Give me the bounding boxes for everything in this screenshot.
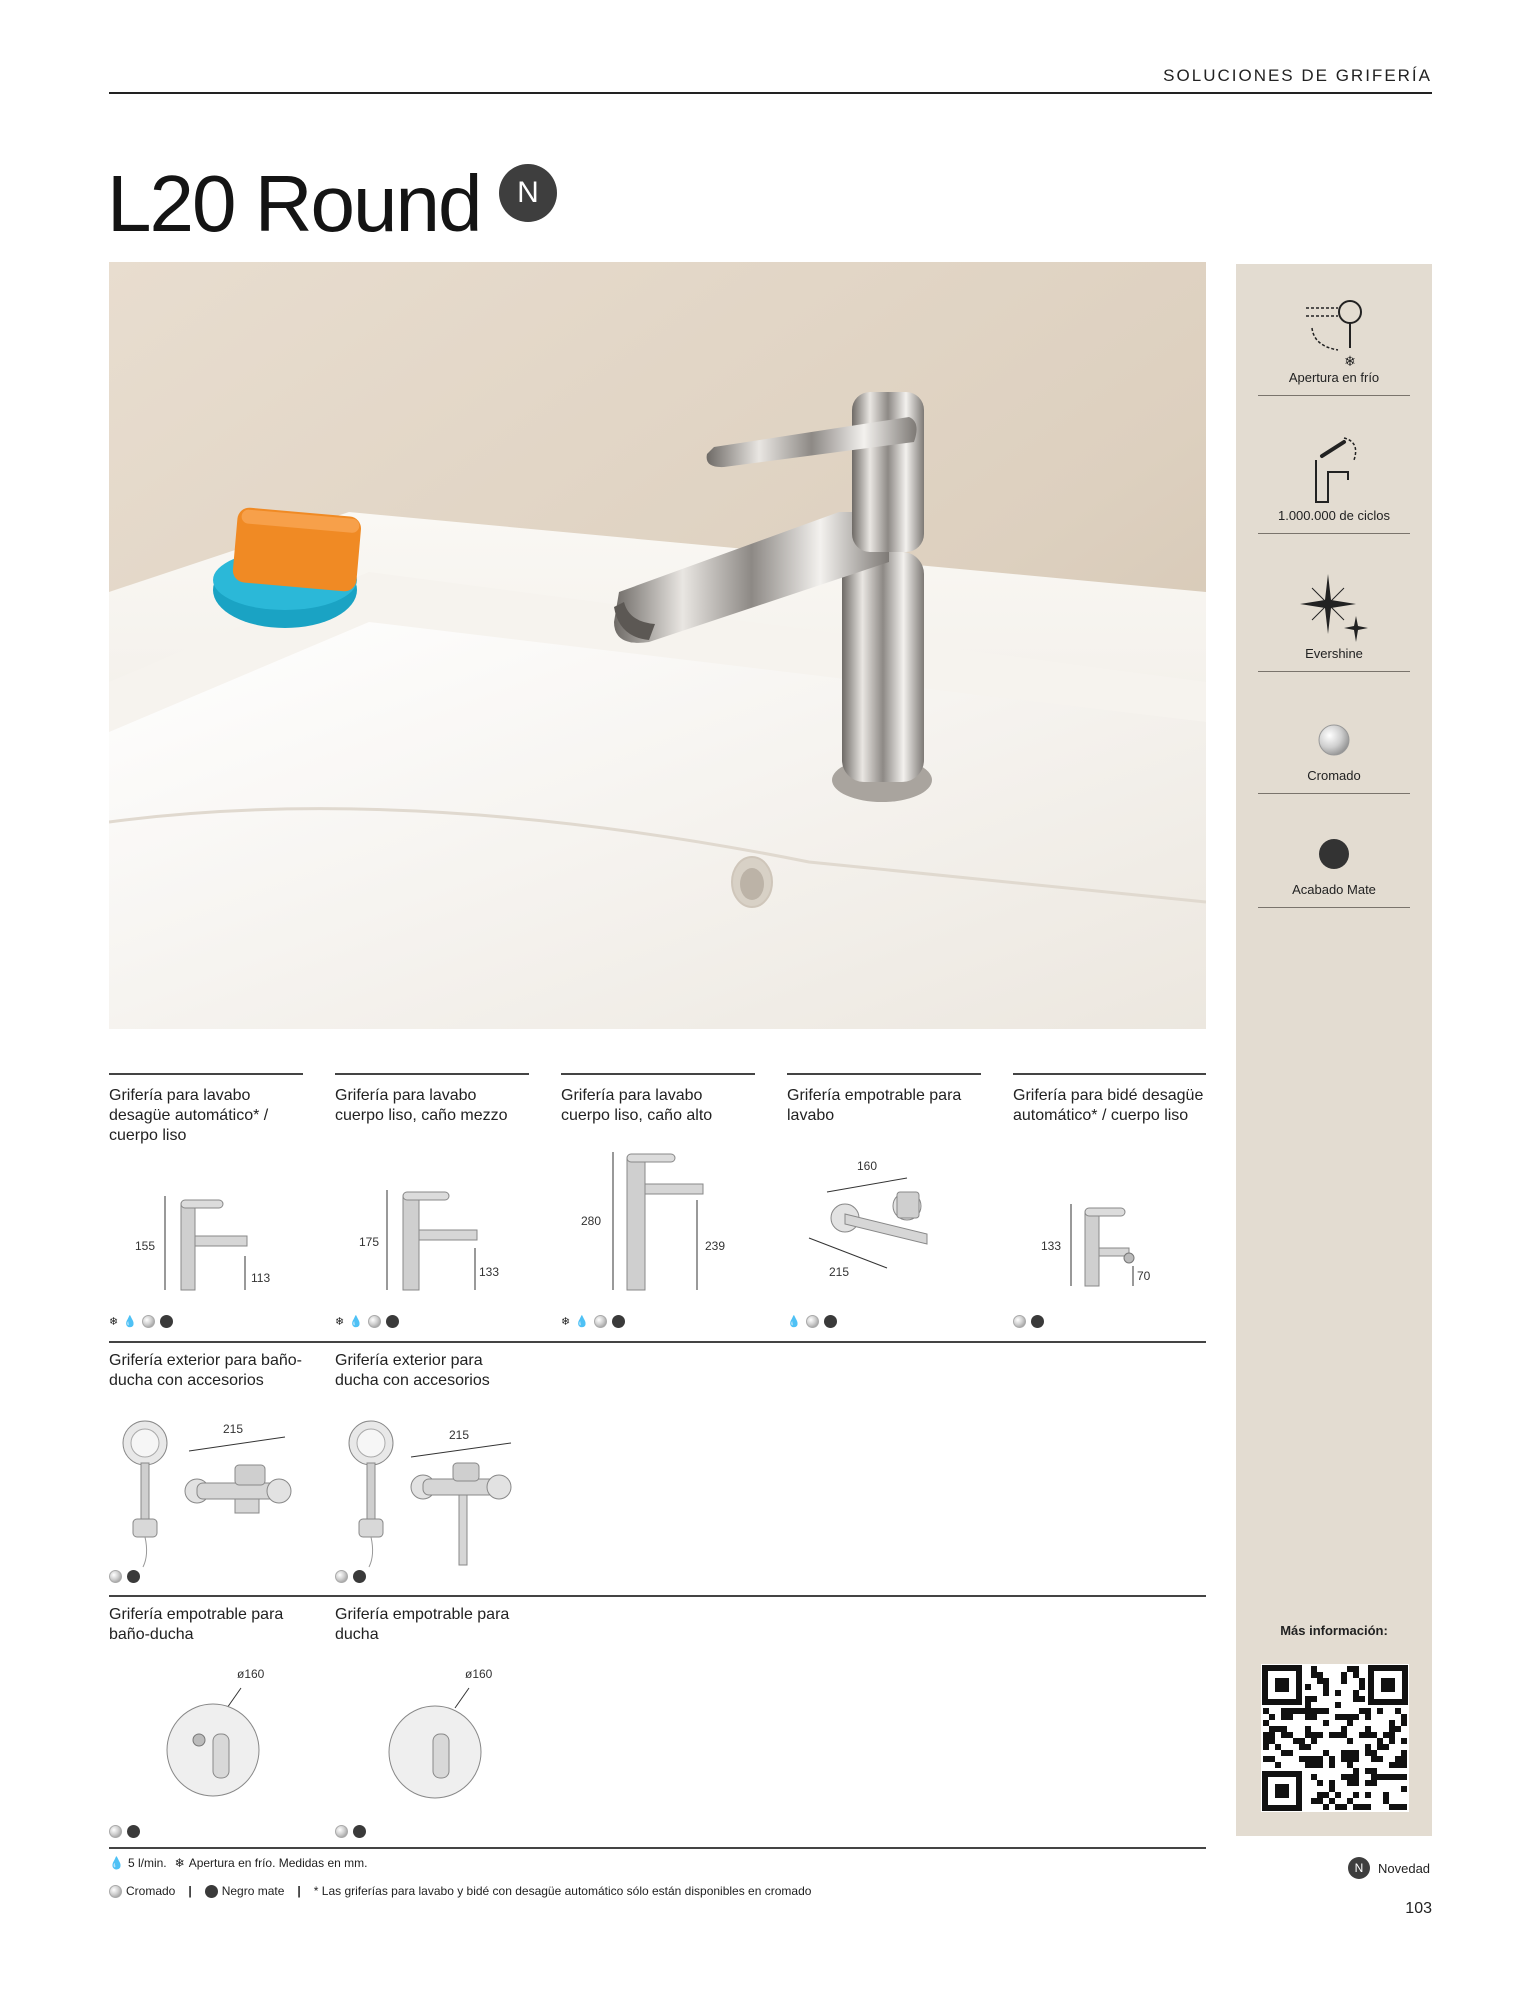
water-drop-icon: 💧: [575, 1316, 589, 1328]
product-rule: [109, 1073, 303, 1075]
product-name: Grifería para lavabo desagüe automático* / cuerpo liso: [109, 1087, 269, 1144]
product-name: Grifería para lavabo cuerpo liso, caño mezzo: [335, 1087, 508, 1124]
qr-cell: [1335, 1690, 1341, 1696]
qr-cell: [1263, 1756, 1269, 1762]
qr-cell: [1371, 1780, 1377, 1786]
qr-cell: [1353, 1750, 1359, 1756]
chrome-swatch: [806, 1315, 819, 1328]
qr-cell: [1371, 1750, 1377, 1756]
qr-cell: [1347, 1720, 1353, 1726]
qr-cell: [1347, 1780, 1353, 1786]
product-badges: [335, 1825, 366, 1838]
qr-cell: [1305, 1696, 1311, 1702]
qr-cell: [1359, 1708, 1365, 1714]
qr-cell: [1323, 1684, 1329, 1690]
novedad-text: Novedad: [1378, 1860, 1431, 1876]
chrome-swatch: [335, 1825, 348, 1838]
qr-cell: [1341, 1714, 1347, 1720]
qr-cell: [1383, 1792, 1389, 1798]
product-name: Grifería para bidé desagüe automático* / cuerpo liso: [1013, 1087, 1204, 1124]
qr-cell: [1287, 1708, 1293, 1714]
feature-cold-start: [1258, 294, 1410, 396]
chrome-text: Cromado: [126, 1884, 176, 1898]
qr-cell: [1317, 1798, 1323, 1804]
qr-cell: [1281, 1726, 1287, 1732]
shower-plate-drawing: [335, 1660, 535, 1820]
qr-cell: [1365, 1792, 1371, 1798]
qr-cell: [1383, 1732, 1389, 1738]
novedad-legend: [1348, 1857, 1430, 1879]
qr-cell: [1335, 1714, 1341, 1720]
qr-cell: [1293, 1738, 1299, 1744]
chrome-swatch: [335, 1570, 348, 1583]
qr-cell: [1311, 1798, 1317, 1804]
qr-cell: [1353, 1804, 1359, 1810]
qr-cell: [1347, 1750, 1353, 1756]
cold-start-icon: ❄: [335, 1316, 345, 1328]
qr-cell: [1353, 1774, 1359, 1780]
qr-cell: [1389, 1774, 1395, 1780]
qr-cell: [1341, 1678, 1347, 1684]
qr-cell: [1383, 1798, 1389, 1804]
qr-cell: [1263, 1720, 1269, 1726]
feature-matte: [1258, 834, 1410, 908]
qr-code[interactable]: [1261, 1664, 1409, 1812]
qr-cell: [1305, 1708, 1311, 1714]
qr-cell: [1323, 1804, 1329, 1810]
bidet-faucet-drawing: [1013, 1190, 1206, 1300]
qr-cell: [1323, 1750, 1329, 1756]
qr-cell: [1281, 1750, 1287, 1756]
dimension-label: ø160: [237, 1667, 265, 1681]
qr-cell: [1353, 1756, 1359, 1762]
separator: |: [188, 1884, 192, 1898]
product-wall-basin: [787, 1073, 981, 1126]
dimension-label: 280: [581, 1214, 602, 1228]
qr-cell: [1317, 1780, 1323, 1786]
dimension-label: 113: [251, 1271, 271, 1285]
feature-label: Evershine: [1258, 646, 1410, 672]
product-badges: [109, 1570, 140, 1583]
chrome-swatch: [594, 1315, 607, 1328]
qr-cell: [1323, 1690, 1329, 1696]
qr-cell: [1323, 1792, 1329, 1798]
qr-cell: [1323, 1720, 1329, 1726]
qr-cell: [1269, 1756, 1275, 1762]
shower-set-drawing: [335, 1415, 535, 1570]
water-drop-icon: 💧: [109, 1856, 124, 1870]
cold-start-icon: ❄: [561, 1316, 571, 1328]
feature-label: Cromado: [1258, 768, 1410, 794]
chrome-swatch: [368, 1315, 381, 1328]
qr-cell: [1401, 1720, 1407, 1726]
qr-cell: [1401, 1762, 1407, 1768]
qr-cell: [1299, 1744, 1305, 1750]
qr-cell: [1389, 1738, 1395, 1744]
bath-shower-plate-drawing: [109, 1660, 309, 1820]
chrome-swatch: [142, 1315, 155, 1328]
qr-cell: [1329, 1780, 1335, 1786]
qr-cell: [1395, 1756, 1401, 1762]
qr-cell: [1263, 1744, 1269, 1750]
basin-faucet-drawing: [109, 1160, 303, 1300]
matte-swatch: [1031, 1315, 1044, 1328]
qr-cell: [1341, 1756, 1347, 1762]
qr-cell: [1263, 1732, 1269, 1738]
footnote-finishes: [109, 1884, 811, 1898]
qr-cell: [1353, 1696, 1359, 1702]
qr-cell: [1275, 1726, 1281, 1732]
dimension-label: 215: [829, 1265, 850, 1279]
qr-cell: [1317, 1756, 1323, 1762]
matte-swatch: [353, 1825, 366, 1838]
qr-cell: [1329, 1786, 1335, 1792]
footnote-legend: [109, 1856, 367, 1870]
dimension-label: ø160: [465, 1667, 493, 1681]
qr-cell: [1365, 1726, 1371, 1732]
qr-cell: [1377, 1744, 1383, 1750]
section-label: SOLUCIONES DE GRIFERÍA: [1163, 66, 1432, 85]
qr-cell: [1347, 1798, 1353, 1804]
qr-cell: [1347, 1666, 1353, 1672]
water-drop-icon: 💧: [349, 1316, 363, 1328]
qr-cell: [1329, 1798, 1335, 1804]
qr-cell: [1281, 1732, 1287, 1738]
dimension-label: 215: [449, 1428, 470, 1442]
dimension-label: 133: [479, 1265, 500, 1279]
qr-cell: [1341, 1732, 1347, 1738]
qr-cell: [1305, 1684, 1311, 1690]
chrome-finish-icon: [1314, 720, 1354, 760]
product-name: Grifería exterior para baño-ducha con accesorios: [109, 1352, 302, 1389]
qr-cell: [1317, 1708, 1323, 1714]
qr-cell: [1341, 1750, 1347, 1756]
qr-cell: [1287, 1750, 1293, 1756]
qr-cell: [1323, 1678, 1329, 1684]
basin-mezzo-drawing: [335, 1160, 529, 1300]
qr-cell: [1365, 1744, 1371, 1750]
qr-cell: [1389, 1720, 1395, 1726]
chrome-swatch: [109, 1570, 122, 1583]
qr-cell: [1311, 1774, 1317, 1780]
qr-cell: [1401, 1804, 1407, 1810]
qr-cell: [1311, 1696, 1317, 1702]
qr-cell: [1317, 1792, 1323, 1798]
qr-cell: [1311, 1738, 1317, 1744]
qr-cell: [1359, 1732, 1365, 1738]
basin-faucet-photo: [109, 262, 1206, 1029]
dimension-label: 215: [223, 1422, 244, 1436]
evershine-sparkle-icon: [1294, 570, 1374, 646]
qr-cell: [1275, 1744, 1281, 1750]
dimension-label: 160: [857, 1159, 878, 1173]
qr-cell: [1317, 1672, 1323, 1678]
product-rule: [787, 1073, 981, 1075]
qr-cell: [1323, 1708, 1329, 1714]
matte-swatch: [160, 1315, 173, 1328]
product-shower-built-in: [335, 1594, 529, 1645]
qr-cell: [1389, 1726, 1395, 1732]
qr-cell: [1275, 1762, 1281, 1768]
feature-evershine: [1258, 570, 1410, 672]
qr-cell: [1311, 1756, 1317, 1762]
product-name: Grifería empotrable para baño-ducha: [109, 1606, 284, 1643]
basin-tall-drawing: [561, 1140, 755, 1300]
top-rule: [109, 92, 1432, 94]
hero-photo: [109, 262, 1206, 1029]
qr-cell: [1305, 1702, 1311, 1708]
product-badges: [335, 1570, 366, 1583]
qr-cell: [1347, 1738, 1353, 1744]
qr-cell: [1293, 1708, 1299, 1714]
dimension-label: 239: [705, 1239, 726, 1253]
qr-cell: [1299, 1708, 1305, 1714]
wall-basin-drawing: [787, 1150, 981, 1300]
qr-cell: [1269, 1714, 1275, 1720]
qr-cell: [1347, 1714, 1353, 1720]
matte-text: Negro mate: [221, 1884, 285, 1898]
qr-cell: [1377, 1708, 1383, 1714]
qr-cell: [1311, 1714, 1317, 1720]
dimension-label: 175: [359, 1235, 380, 1249]
qr-cell: [1341, 1804, 1347, 1810]
product-name: Grifería para lavabo cuerpo liso, caño alto: [561, 1087, 713, 1124]
qr-cell: [1281, 1714, 1287, 1720]
qr-cell: [1287, 1732, 1293, 1738]
row-rule: [109, 1847, 1206, 1849]
qr-cell: [1353, 1768, 1359, 1774]
qr-cell: [1335, 1702, 1341, 1708]
qr-cell: [1365, 1732, 1371, 1738]
qr-cell: [1359, 1696, 1365, 1702]
qr-cell: [1269, 1726, 1275, 1732]
qr-cell: [1389, 1762, 1395, 1768]
matte-swatch: [824, 1315, 837, 1328]
qr-cell: [1299, 1756, 1305, 1762]
qr-cell: [1353, 1672, 1359, 1678]
qr-cell: [1359, 1804, 1365, 1810]
qr-cell: [1389, 1804, 1395, 1810]
qr-cell: [1389, 1732, 1395, 1738]
qr-cell: [1371, 1732, 1377, 1738]
flow-rate-text: 5 l/min.: [127, 1856, 167, 1870]
qr-cell: [1347, 1756, 1353, 1762]
product-name: Grifería empotrable para lavabo: [787, 1087, 962, 1124]
separator: |: [297, 1884, 301, 1898]
qr-cell: [1311, 1732, 1317, 1738]
feature-label: Apertura en frío: [1258, 370, 1410, 396]
qr-cell: [1347, 1774, 1353, 1780]
dimension-label: 155: [135, 1239, 156, 1253]
product-rule: [1013, 1073, 1206, 1075]
matte-swatch: [612, 1315, 625, 1328]
product-badges: [109, 1315, 173, 1328]
qr-cell: [1365, 1750, 1371, 1756]
feature-label: Acabado Mate: [1258, 882, 1410, 908]
water-drop-icon: 💧: [787, 1316, 801, 1328]
qr-cell: [1317, 1732, 1323, 1738]
product-basin-tall: [561, 1073, 755, 1126]
qr-cell: [1401, 1738, 1407, 1744]
features-sidebar: [1236, 264, 1432, 1836]
matte-swatch: [386, 1315, 399, 1328]
product-rule: [335, 1073, 529, 1075]
chrome-swatch: [1013, 1315, 1026, 1328]
qr-cell: [1365, 1804, 1371, 1810]
qr-cell: [1401, 1714, 1407, 1720]
feature-chrome: [1258, 720, 1410, 794]
qr-cell: [1341, 1726, 1347, 1732]
qr-cell: [1353, 1780, 1359, 1786]
matte-swatch: [127, 1825, 140, 1838]
product-shower-exterior: [335, 1340, 529, 1391]
qr-cell: [1371, 1768, 1377, 1774]
qr-cell: [1263, 1738, 1269, 1744]
product-badges: [335, 1315, 399, 1328]
qr-cell: [1353, 1792, 1359, 1798]
qr-cell: [1365, 1780, 1371, 1786]
qr-cell: [1269, 1732, 1275, 1738]
feature-label: 1.000.000 de ciclos: [1258, 508, 1410, 534]
product-basin-auto-drain: [109, 1073, 303, 1146]
product-badges: [561, 1315, 625, 1328]
qr-cell: [1287, 1714, 1293, 1720]
qr-cell: [1317, 1762, 1323, 1768]
product-bath-shower-exterior: [109, 1340, 303, 1391]
bath-shower-set-drawing: [109, 1415, 309, 1570]
qr-cell: [1377, 1756, 1383, 1762]
qr-cell: [1263, 1708, 1269, 1714]
qr-cell: [1329, 1762, 1335, 1768]
qr-cell: [1317, 1678, 1323, 1684]
qr-cell: [1341, 1672, 1347, 1678]
qr-cell: [1311, 1666, 1317, 1672]
qr-cell: [1305, 1726, 1311, 1732]
product-basin-mezzo: [335, 1073, 529, 1126]
qr-cell: [1305, 1756, 1311, 1762]
qr-cell: [1359, 1678, 1365, 1684]
qr-cell: [1371, 1774, 1377, 1780]
product-badges: [1013, 1315, 1044, 1328]
more-info-label: Más información:: [1280, 1623, 1388, 1638]
qr-cell: [1353, 1690, 1359, 1696]
qr-cell: [1335, 1804, 1341, 1810]
qr-cell: [1335, 1732, 1341, 1738]
product-bidet: [1013, 1073, 1206, 1126]
qr-cell: [1395, 1726, 1401, 1732]
matte-finish-icon: [1314, 834, 1354, 874]
qr-cell: [1311, 1672, 1317, 1678]
qr-cell: [1401, 1774, 1407, 1780]
qr-cell: [1353, 1714, 1359, 1720]
dimension-label: 70: [1137, 1269, 1151, 1283]
product-badges: [109, 1825, 140, 1838]
qr-cell: [1299, 1738, 1305, 1744]
product-bath-shower-built-in: [109, 1594, 303, 1645]
page-number: 103: [1405, 1900, 1432, 1917]
svg-text:❄: ❄: [1344, 353, 1356, 369]
product-badges: [787, 1315, 837, 1328]
qr-cell: [1311, 1762, 1317, 1768]
new-badge: N: [499, 164, 557, 222]
feature-million-cycles: [1258, 432, 1410, 534]
product-name: Grifería exterior para ducha con accesorios: [335, 1352, 490, 1389]
qr-cell: [1401, 1786, 1407, 1792]
dimension-label: 133: [1041, 1239, 1062, 1253]
qr-cell: [1305, 1762, 1311, 1768]
qr-cell: [1401, 1756, 1407, 1762]
qr-cell: [1365, 1708, 1371, 1714]
qr-cell: [1395, 1708, 1401, 1714]
qr-cell: [1395, 1774, 1401, 1780]
qr-cell: [1359, 1684, 1365, 1690]
cold-start-icon: [1298, 294, 1370, 370]
qr-cell: [1341, 1774, 1347, 1780]
cold-start-icon: ❄: [174, 1856, 185, 1870]
qr-cell: [1305, 1714, 1311, 1720]
million-cycles-icon: [1298, 432, 1370, 508]
qr-cell: [1353, 1666, 1359, 1672]
qr-cell: [1329, 1756, 1335, 1762]
availability-note: * Las griferías para lavabo y bidé con desagüe automático sólo están disponibles en cromado: [313, 1884, 812, 1898]
qr-cell: [1371, 1756, 1377, 1762]
qr-cell: [1383, 1744, 1389, 1750]
qr-cell: [1311, 1708, 1317, 1714]
qr-cell: [1395, 1804, 1401, 1810]
qr-cell: [1383, 1774, 1389, 1780]
matte-swatch: [127, 1570, 140, 1583]
qr-cell: [1269, 1738, 1275, 1744]
qr-cell: [1401, 1750, 1407, 1756]
cold-start-text: Apertura en frío. Medidas en mm.: [188, 1856, 368, 1870]
qr-cell: [1347, 1762, 1353, 1768]
qr-cell: [1305, 1744, 1311, 1750]
matte-swatch: [353, 1570, 366, 1583]
page-title: L20 Round: [107, 159, 481, 248]
product-rule: [561, 1073, 755, 1075]
matte-swatch: [205, 1885, 218, 1898]
qr-cell: [1281, 1708, 1287, 1714]
qr-cell: [1305, 1732, 1311, 1738]
new-badge: N: [1348, 1857, 1370, 1879]
qr-cell: [1329, 1732, 1335, 1738]
cold-start-icon: ❄: [109, 1316, 119, 1328]
chrome-swatch: [109, 1825, 122, 1838]
qr-cell: [1365, 1714, 1371, 1720]
qr-cell: [1377, 1738, 1383, 1744]
product-name: Grifería empotrable para ducha: [335, 1606, 510, 1643]
qr-cell: [1365, 1768, 1371, 1774]
water-drop-icon: 💧: [123, 1316, 137, 1328]
qr-cell: [1335, 1792, 1341, 1798]
chrome-swatch: [109, 1885, 122, 1898]
qr-cell: [1395, 1762, 1401, 1768]
qr-cell: [1377, 1774, 1383, 1780]
